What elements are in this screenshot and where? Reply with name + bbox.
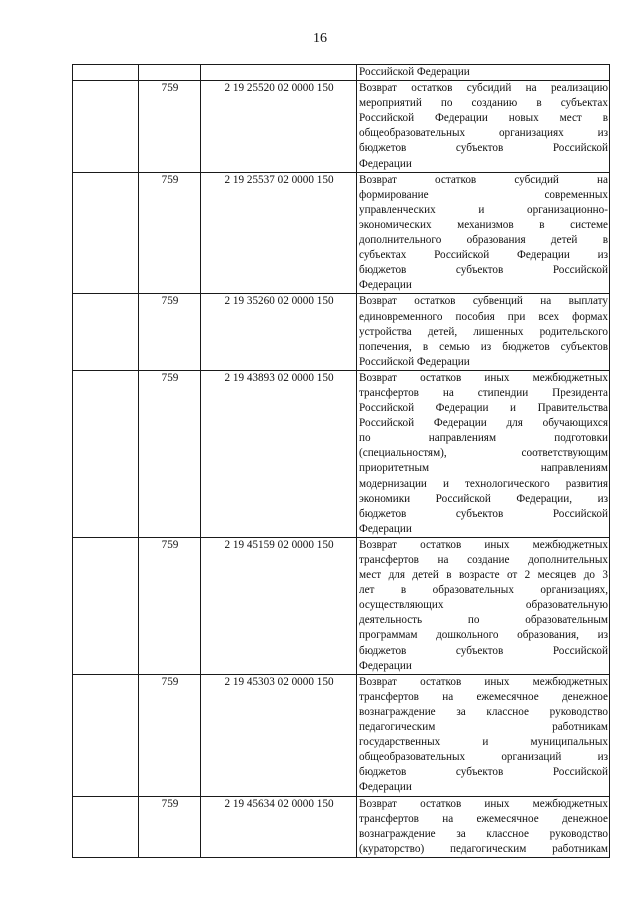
- revenue-name-line: Возврат остатков субсидий на реализацию: [359, 82, 608, 95]
- revenue-name-line: Возврат остатков иных межбюджетных: [359, 538, 608, 551]
- table-row: [73, 172, 610, 294]
- table-row: [73, 294, 610, 370]
- revenue-name-line: Российской Федерации: [359, 355, 470, 368]
- revenue-name-line: (кураторство) педагогическим работникам: [359, 842, 608, 855]
- budget-code-cell: 2 19 45303 02 0000 150: [201, 674, 357, 796]
- revenue-name-line: общеобразовательных организациях из: [359, 127, 608, 140]
- revenue-name-cell: [357, 172, 610, 294]
- revenue-name-line: Возврат остатков иных межбюджетных: [359, 675, 608, 688]
- revenue-name-line: трансфертов на создание дополнительных: [359, 554, 608, 566]
- revenue-name-cell: [357, 537, 610, 674]
- revenue-name-cell: [357, 65, 610, 81]
- revenue-name-cell: [357, 674, 610, 796]
- budget-code-cell: [201, 65, 357, 81]
- administrator-code-cell: 759: [139, 370, 201, 537]
- revenue-name-line: (специальностям), соответствующим: [359, 447, 608, 460]
- revenue-name-line: по направлениям подготовки: [359, 432, 608, 445]
- budget-code-cell: 2 19 45159 02 0000 150: [201, 537, 357, 674]
- administrator-code-cell: 759: [139, 81, 201, 173]
- blank-cell: [73, 370, 139, 537]
- revenue-name-line: трансфертов на стипендии Президента: [359, 386, 608, 399]
- budget-code-cell: 2 19 25537 02 0000 150: [201, 172, 357, 294]
- revenue-name-line: общеобразовательных организаций из: [359, 751, 608, 764]
- revenue-name-line: единовременного пособия при всех формах: [359, 310, 608, 323]
- revenue-name-line: Федерации: [359, 522, 412, 535]
- revenue-name-line: трансфертов на ежемесячное денежное: [359, 812, 608, 825]
- administrator-code-cell: 759: [139, 674, 201, 796]
- blank-cell: [73, 537, 139, 674]
- revenue-name-line: управленческих и организационно-: [359, 203, 608, 216]
- revenue-name-line: приоритетным направлениям: [359, 462, 608, 475]
- revenue-name-line: экономики Российской Федерации, из: [359, 492, 608, 505]
- revenue-name-line: устройства детей, лишенных родительского: [359, 325, 608, 338]
- revenue-name-cell: [357, 294, 610, 370]
- blank-cell: [73, 294, 139, 370]
- page-number: 16: [313, 31, 327, 46]
- administrator-code-cell: [139, 65, 201, 81]
- revenue-name-line: государственных и муниципальных: [359, 736, 608, 749]
- revenue-name-line: программам дошкольного образования, из: [359, 629, 608, 642]
- revenue-name-line: вознаграждение за классное руководство: [359, 705, 608, 718]
- revenue-name-line: модернизации и технологического развития: [359, 477, 608, 490]
- revenue-name-line: попечения, в семью из бюджетов субъектов: [359, 340, 608, 353]
- table-row: [73, 674, 610, 796]
- revenue-name-line: Российской Федерации: [359, 66, 470, 78]
- revenue-name-line: Федерации: [359, 157, 412, 170]
- revenue-name-line: мест для детей в возрасте от 2 месяцев до 3: [359, 569, 608, 582]
- table-row: [73, 537, 610, 674]
- revenue-name-line: экономических механизмов в системе: [359, 218, 608, 231]
- revenue-name-cell: [357, 81, 610, 173]
- budget-classification-table: [72, 64, 610, 858]
- table-row: [73, 370, 610, 537]
- table-row: [73, 65, 610, 81]
- revenue-name-line: бюджетов субъектов Российской: [359, 766, 608, 779]
- revenue-name-line: бюджетов субъектов Российской: [359, 142, 608, 155]
- revenue-name-line: осуществляющих образовательную: [359, 599, 608, 612]
- revenue-name-line: деятельность по образовательным: [359, 614, 608, 627]
- revenue-name-line: Возврат остатков иных межбюджетных: [359, 371, 608, 384]
- revenue-name-cell: [357, 796, 610, 857]
- revenue-name-line: трансфертов на ежемесячное денежное: [359, 690, 608, 703]
- blank-cell: [73, 65, 139, 81]
- revenue-name-line: Возврат остатков иных межбюджетных: [359, 797, 608, 810]
- budget-code-cell: 2 19 43893 02 0000 150: [201, 370, 357, 537]
- blank-cell: [73, 81, 139, 173]
- revenue-name-line: Федерации: [359, 279, 412, 292]
- revenue-name-line: Возврат остатков субвенций на выплату: [359, 295, 608, 308]
- revenue-name-line: Федерации: [359, 781, 412, 794]
- administrator-code-cell: 759: [139, 796, 201, 857]
- budget-code-cell: 2 19 25520 02 0000 150: [201, 81, 357, 173]
- revenue-name-line: бюджетов субъектов Российской: [359, 507, 608, 520]
- revenue-name-cell: [357, 370, 610, 537]
- table-body: [73, 65, 610, 858]
- revenue-name-line: педагогическим работникам: [359, 721, 608, 734]
- blank-cell: [73, 674, 139, 796]
- table-row: [73, 796, 610, 857]
- blank-cell: [73, 172, 139, 294]
- revenue-name-line: Возврат остатков субсидий на: [359, 173, 608, 186]
- revenue-name-line: субъектах Российской Федерации из: [359, 249, 608, 262]
- revenue-name-line: бюджетов субъектов Российской: [359, 264, 608, 277]
- revenue-name-line: Российской Федерации и Правительства: [359, 402, 608, 415]
- budget-code-cell: 2 19 35260 02 0000 150: [201, 294, 357, 370]
- revenue-name-line: Федерации: [359, 659, 412, 672]
- table-row: [73, 81, 610, 173]
- revenue-name-line: дополнительного образования детей в: [359, 234, 608, 247]
- revenue-name-line: мероприятий по созданию в субъектах: [359, 97, 608, 110]
- revenue-name-line: формирование современных: [359, 188, 608, 201]
- revenue-name-line: Российской Федерации для обучающихся: [359, 417, 608, 430]
- administrator-code-cell: 759: [139, 172, 201, 294]
- blank-cell: [73, 796, 139, 857]
- administrator-code-cell: 759: [139, 537, 201, 674]
- revenue-name-line: лет в образовательных организациях,: [359, 584, 608, 597]
- revenue-name-line: бюджетов субъектов Российской: [359, 644, 608, 657]
- budget-code-cell: 2 19 45634 02 0000 150: [201, 796, 357, 857]
- revenue-name-line: Российской Федерации новых мест в: [359, 112, 608, 125]
- revenue-name-line: вознаграждение за классное руководство: [359, 827, 608, 840]
- administrator-code-cell: 759: [139, 294, 201, 370]
